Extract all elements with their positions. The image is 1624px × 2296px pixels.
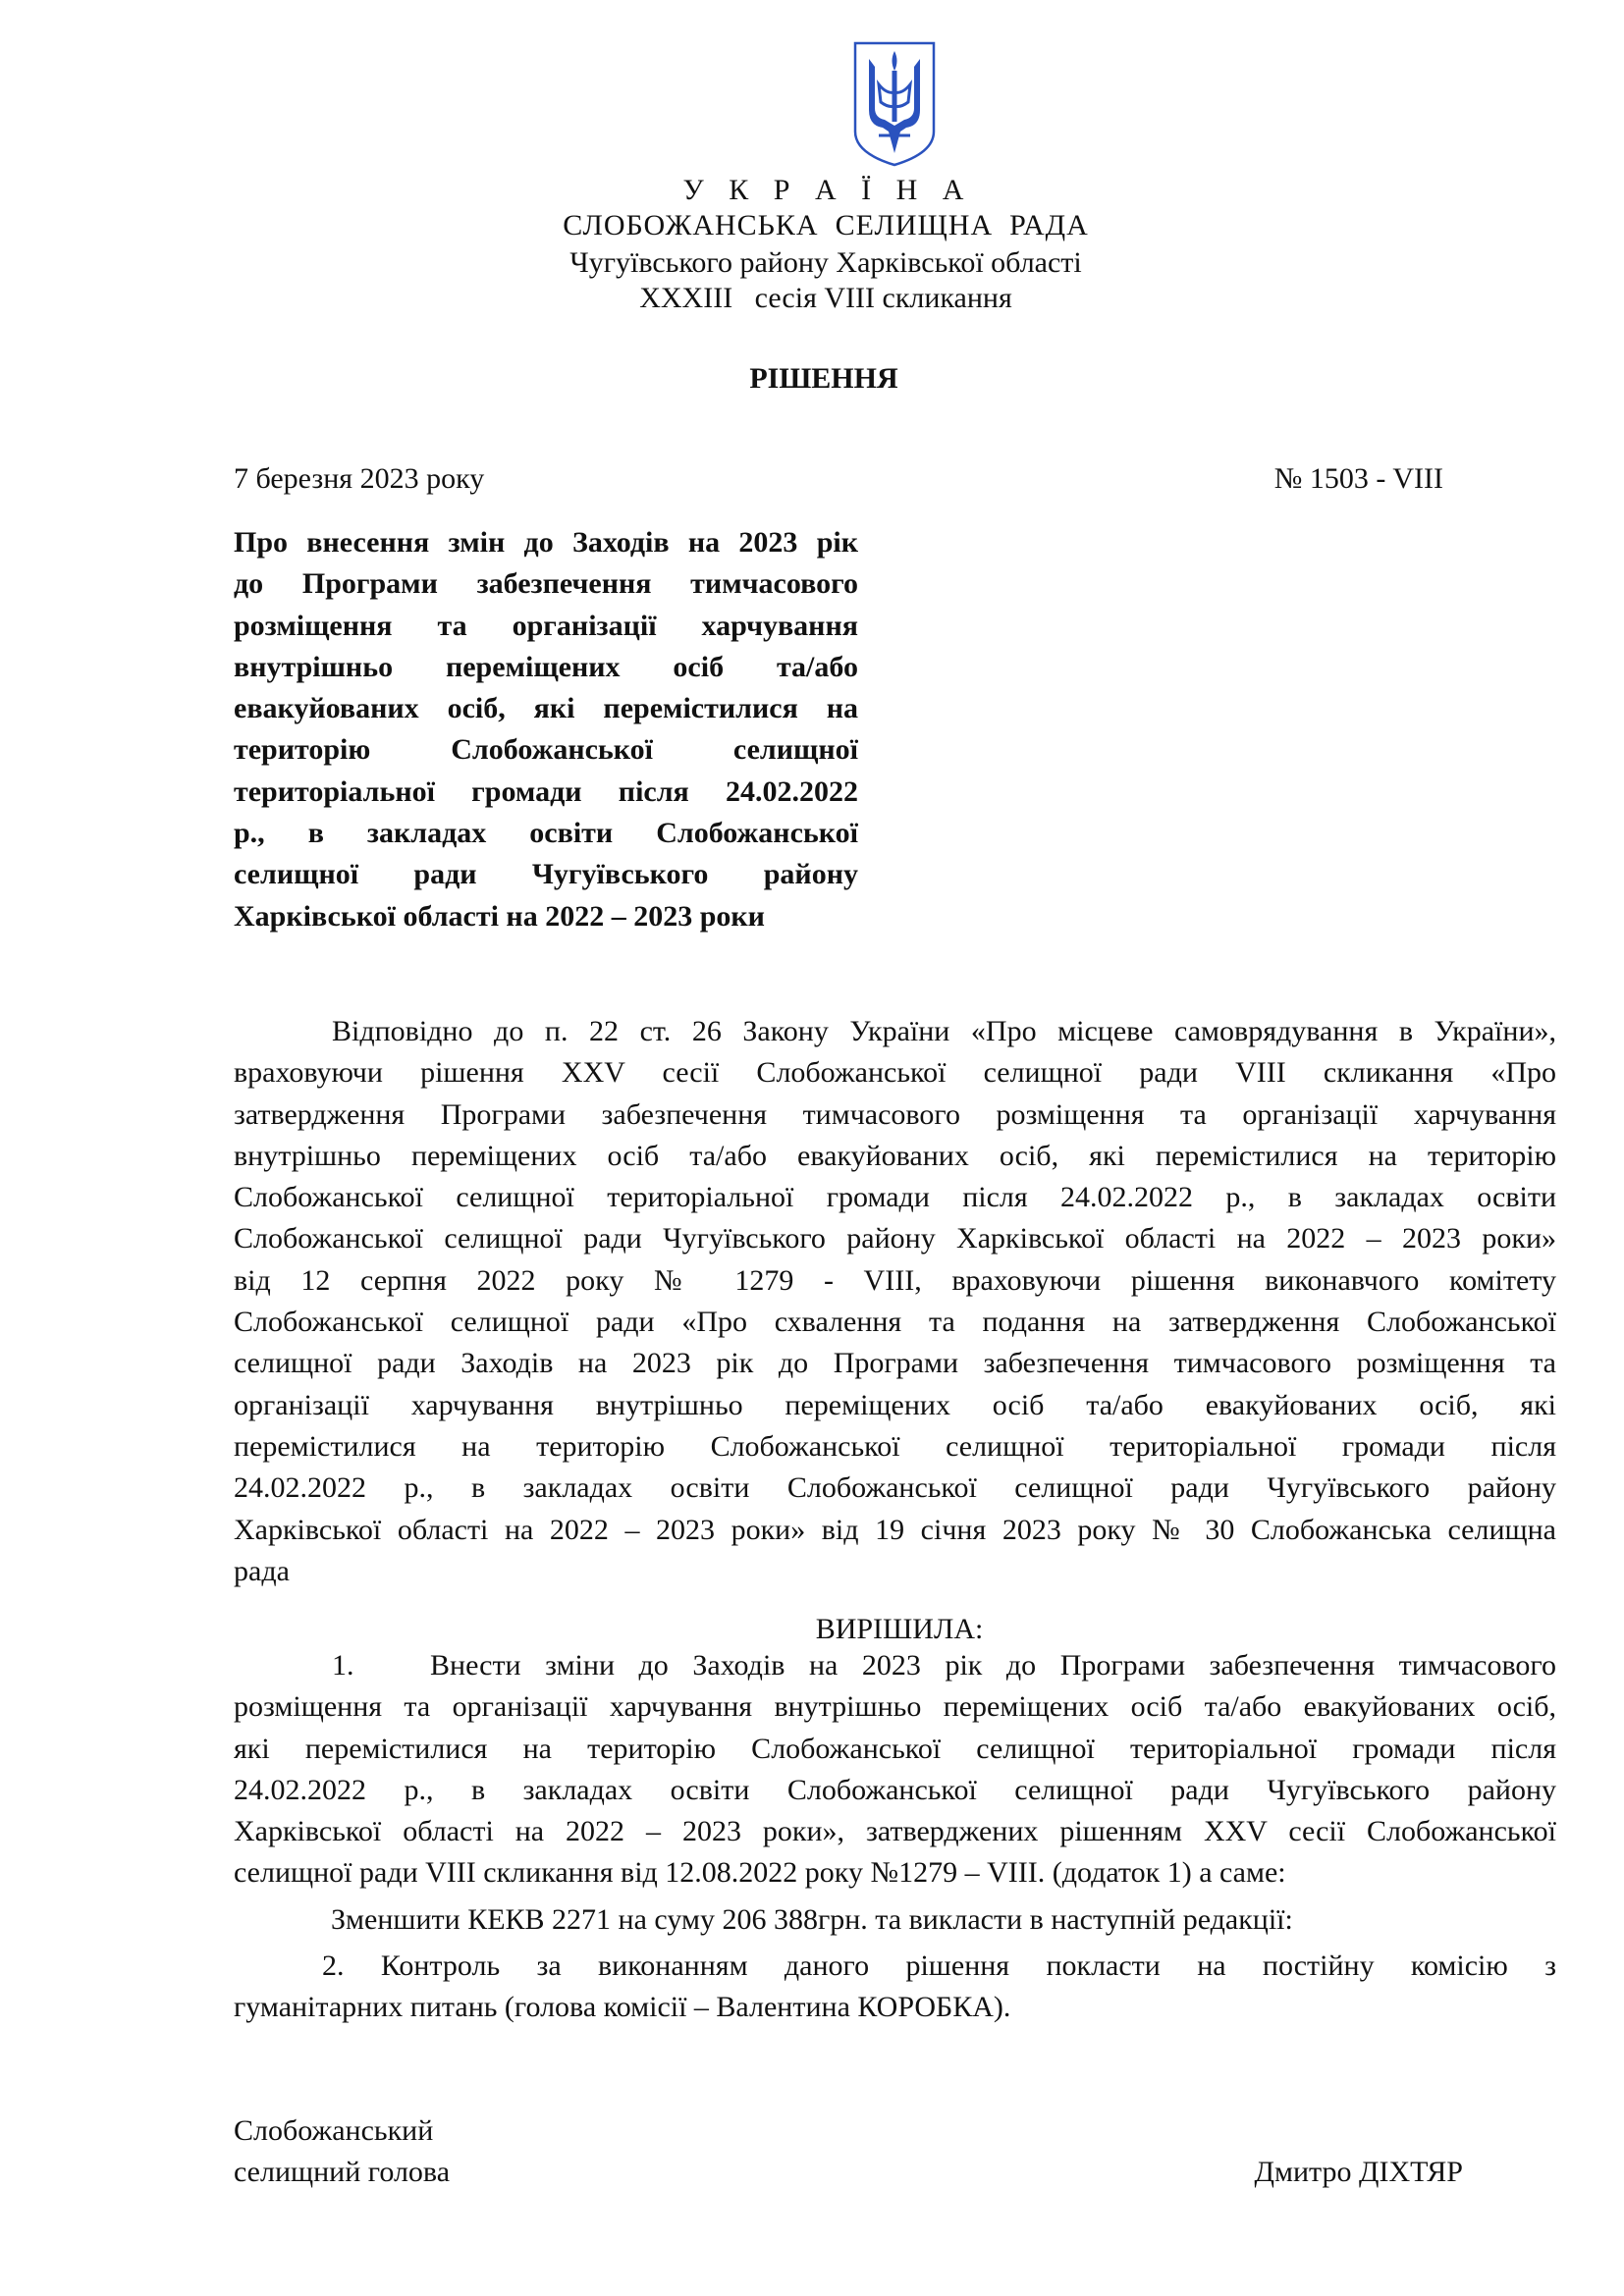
subject-line: територію Слобожанської селищної [234, 733, 858, 767]
preamble-line: враховуючи рішення XXV сесії Слобожанської селищної ради VIII скликання «Про [234, 1056, 1556, 1090]
preamble-line: організації харчування внутрішньо переміщених осіб та/або евакуйованих осіб, які [234, 1388, 1556, 1421]
item-line: селищної ради VIII скликання від 12.08.2022 року №1279 – VIII. (додаток 1) а саме: [234, 1856, 1286, 1890]
item-line: які перемістилися на територію Слобожанської селищної територіальної громади після [234, 1732, 1556, 1765]
item-line: 2. Контроль за виконанням даного рішення покласти на постійну комісію з [322, 1949, 1556, 1982]
council-name: СЛОБОЖАНСЬКА СЕЛИЩНА РАДА [563, 209, 1089, 241]
preamble-line: селищної ради Заходів на 2023 рік до Програми забезпечення тимчасового розміщення та [234, 1347, 1556, 1380]
country-name: У К Р А Ї Н А [682, 174, 973, 206]
preamble-line: 24.02.2022 р., в закладах освіти Слобожанської селищної ради Чугуївського району [234, 1471, 1556, 1505]
document-type: РІШЕННЯ [749, 362, 898, 395]
item-line: гуманітарних питань (голова комісії – Валентина КОРОБКА). [234, 1991, 1011, 2024]
signatory-title-line: селищний голова [234, 2156, 451, 2188]
decision-item-1 [234, 1645, 1556, 1895]
decision-subject [234, 522, 858, 937]
preamble-line: Слобожанської селищної ради Чугуївського району Харківської області на 2022 – 2023 роки» [234, 1222, 1556, 1255]
subject-line: Харківської області на 2022 – 2023 роки [234, 899, 765, 933]
signatory-title-line: Слобожанський [234, 2114, 434, 2147]
subject-line: територіальної громади після 24.02.2022 [234, 774, 858, 808]
subject-line: р., в закладах освіти Слобожанської [234, 817, 858, 850]
item-number: 1. [332, 1649, 354, 1682]
preamble-line: Слобожанської селищної територіальної громади після 24.02.2022 р., в закладах освіти [234, 1181, 1556, 1214]
subject-line: Про внесення змін до Заходів на 2023 рік [234, 526, 858, 559]
subject-line: внутрішньо переміщених осіб та/або [234, 650, 858, 683]
coat-of-arms-icon [849, 37, 940, 169]
preamble-line: перемістилися на територію Слобожанської селищної територіальної громади після [234, 1429, 1556, 1463]
preamble-line: від 12 серпня 2022 року № 1279 - VIII, враховуючи рішення виконавчого комітету [234, 1263, 1556, 1297]
item-line: розміщення та організації харчування внутрішньо переміщених осіб та/або евакуйованих осіб, [234, 1690, 1556, 1724]
subject-line: евакуйованих осіб, які перемістилися на [234, 692, 858, 725]
decided-heading: ВИРІШИЛА: [815, 1613, 984, 1645]
district-name: Чугуївського району Харківської області [569, 246, 1082, 279]
item-line: Харківської області на 2022 – 2023 роки», затверджених рішенням XXV сесії Слобожанської [234, 1815, 1556, 1848]
signatory-name: Дмитро ДІХТЯР [1254, 2156, 1463, 2188]
item-line: 24.02.2022 р., в закладах освіти Слобожанської селищної ради Чугуївського району [234, 1773, 1556, 1806]
preamble-paragraph [234, 1011, 1556, 1592]
subject-line: до Програми забезпечення тимчасового [234, 567, 858, 601]
decision-number: № 1503 - VIII [1273, 462, 1443, 495]
preamble-line: рада [234, 1554, 290, 1587]
signatory-title [234, 2110, 450, 2193]
reduce-line: Зменшити КЕКВ 2271 на суму 206 388грн. та викласти в наступній редакції: [331, 1903, 1293, 1936]
item-line [234, 1645, 1556, 1686]
session-info: XXXIII сесія VIII скликання [639, 282, 1012, 314]
subject-line: селищної ради Чугуївського району [234, 858, 858, 891]
preamble-line: затвердження Програми забезпечення тимчасового розміщення та організації харчування [234, 1097, 1556, 1131]
subject-line: розміщення та організації харчування [234, 609, 858, 642]
decision-date: 7 березня 2023 року [234, 462, 485, 495]
preamble-line: Харківської області на 2022 – 2023 роки» від 19 січня 2023 року № 30 Слобожанська селищна [234, 1513, 1556, 1546]
preamble-line: внутрішньо переміщених осіб та/або евакуйованих осіб, які перемістилися на територію [234, 1139, 1556, 1172]
item-line-text: Внести зміни до Заходів на 2023 рік до Програми забезпечення тимчасового [430, 1649, 1556, 1682]
decision-item-2 [234, 1946, 1556, 2029]
preamble-line: Відповідно до п. 22 ст. 26 Закону України «Про місцеве самоврядування в України», [332, 1015, 1556, 1047]
preamble-line: Слобожанської селищної ради «Про схвалення та подання на затвердження Слобожанської [234, 1306, 1556, 1339]
